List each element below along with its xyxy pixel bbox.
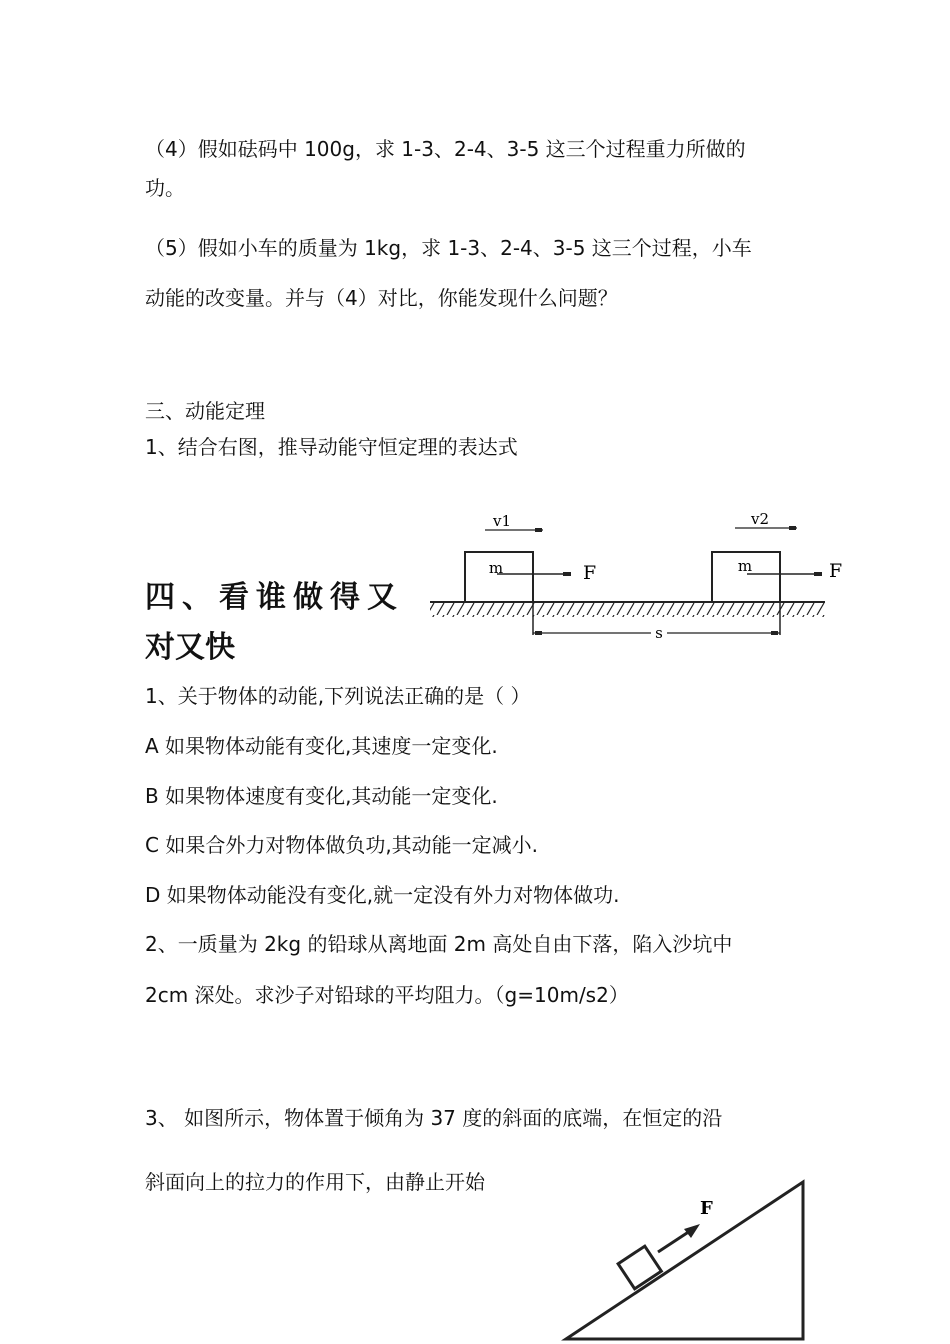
- block-1-force-arrowhead: [563, 572, 571, 576]
- block-1-force-label: F: [583, 562, 597, 584]
- v1-arrowhead: [535, 528, 542, 532]
- ground-hatch: [430, 603, 825, 617]
- section-3-title: 三、动能定理: [145, 399, 265, 423]
- q5-line1: （5）假如小车的质量为 1kg，求 1-3、2-4、3-5 这三个过程，小车: [145, 236, 752, 260]
- block-1-mass-label: m: [488, 559, 504, 577]
- question-2-line2: 2cm 深处。求沙子对铅球的平均阻力。（g=10m/s2）: [145, 983, 629, 1007]
- question-1-option-d: D 如果物体动能没有变化,就一定没有外力对物体做功.: [145, 883, 620, 907]
- s-right-arrowhead: [771, 631, 778, 635]
- s-left-arrowhead: [535, 631, 542, 635]
- incline-force-arrowhead: [684, 1224, 700, 1238]
- v2-arrowhead: [789, 526, 796, 530]
- block-2-mass-label: m: [737, 557, 753, 575]
- section-3-item-1: 1、结合右图，推导动能守恒定理的表达式: [145, 435, 518, 459]
- incline-force-label: F: [700, 1198, 713, 1219]
- v1-label: v1: [493, 512, 512, 530]
- incline-triangle: [566, 1182, 803, 1339]
- work-energy-figure: [425, 507, 870, 642]
- q5-line2: 动能的改变量。并与（4）对比，你能发现什么问题？: [145, 286, 618, 310]
- question-1-option-a: A 如果物体动能有变化,其速度一定变化.: [145, 734, 498, 758]
- v2-label: v2: [751, 510, 770, 528]
- question-3-line1: 3、 如图所示，物体置于倾角为 37 度的斜面的底端，在恒定的沿: [145, 1106, 723, 1130]
- question-3-line2: 斜面向上的拉力的作用下，由静止开始: [145, 1170, 485, 1194]
- question-1-stem: 1、关于物体的动能,下列说法正确的是（ ）: [145, 684, 531, 708]
- section-4-title-line2: 对又快: [145, 630, 235, 665]
- section-4-title-line1: 四、看谁做得又: [145, 580, 404, 615]
- q4-line2: 功。: [145, 176, 185, 200]
- question-1-option-c: C 如果合外力对物体做负功,其动能一定减小.: [145, 833, 539, 857]
- incline-force-arrow: [658, 1231, 690, 1252]
- s-label: s: [655, 624, 663, 642]
- question-2-line1: 2、一质量为 2kg 的铅球从离地面 2m 高处自由下落，陷入沙坑中: [145, 932, 733, 956]
- block-2-force-label: F: [829, 560, 843, 582]
- question-1-option-b: B 如果物体速度有变化,其动能一定变化.: [145, 784, 498, 808]
- q4-line1: （4）假如砝码中 100g，求 1-3、2-4、3-5 这三个过程重力所做的: [145, 137, 746, 161]
- block-2-force-arrowhead: [814, 572, 822, 576]
- incline-figure: [560, 1174, 820, 1344]
